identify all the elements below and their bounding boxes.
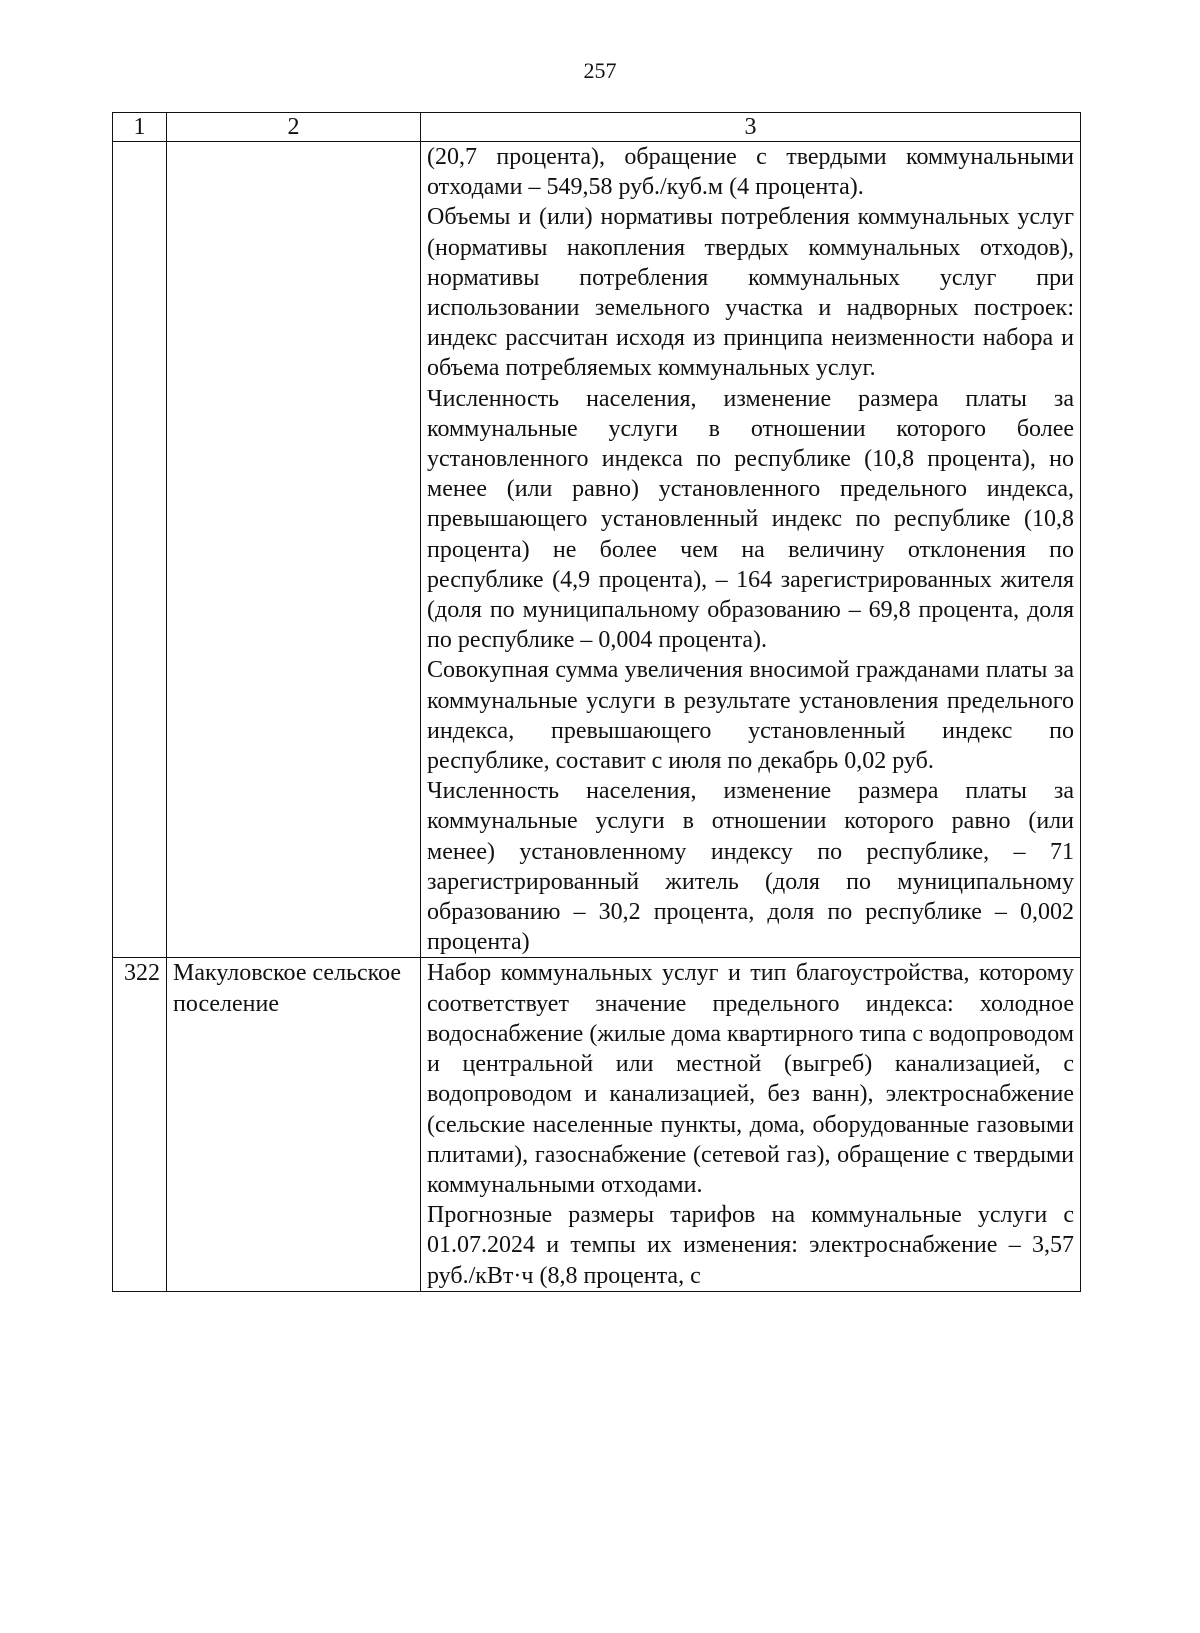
- table-header-row: [113, 113, 1081, 142]
- description-paragraph: Набор коммунальных услуг и тип благоустройства, которому соответствует значение предельного индекса: холодное водоснабжение (жилые дома квартирного типа с водопроводом и центральной или местной (выгреб) канализацией, с водопроводом и канализацией, без ванн), электроснабжение (сельские населенные пункты, дома, оборудованные газовыми плитами), газоснабжение (сетевой газ), обращение с твердыми коммунальными отходами.: [427, 960, 1074, 1198]
- page-number: 257: [583, 58, 617, 83]
- description-paragraph: Численность населения, изменение размера платы за коммунальные услуги в отношении которого равно (или менее) установленному индексу по республике, – 71 зарегистрированный житель (доля по муниципальному образованию – 30,2 процента, доля по республике – 0,002 процента): [427, 778, 1074, 956]
- municipal-index-table: [112, 112, 1081, 1292]
- description-cell: [421, 142, 1081, 958]
- municipality-name: Макуловское сельское поселение: [167, 958, 421, 1291]
- column-header-name: 2: [167, 113, 421, 142]
- table-row: [113, 958, 1081, 1291]
- row-number: [113, 142, 167, 958]
- description-paragraph: Совокупная сумма увеличения вносимой гражданами платы за коммунальные услуги в результате установления предельного индекса, превышающего установленный индекс по республике, составит с июля по декабрь 0,02 руб.: [427, 657, 1074, 775]
- column-header-number: 1: [113, 113, 167, 142]
- table-row: [113, 142, 1081, 958]
- row-number: 322: [113, 958, 167, 1291]
- description-paragraph: Объемы и (или) нормативы потребления коммунальных услуг (нормативы накопления твердых коммунальных отходов), нормативы потребления коммунальных услуг при использовании земельного участка и надворных построек: индекс рассчитан исходя из принципа неизменности набора и объема потребляемых коммунальных услуг.: [427, 204, 1074, 382]
- description-paragraph: Численность населения, изменение размера платы за коммунальные услуги в отношении которого более установленного индекса по республике (10,8 процента), но менее (или равно) установленного предельного индекса, превышающего установленный индекс по республике (10,8 процента) не более чем на величину отклонения по республике (4,9 процента), – 164 зарегистрированных жителя (доля по муниципальному образованию – 69,8 процента, доля по республике – 0,004 процента).: [427, 385, 1074, 654]
- description-cell: [421, 958, 1081, 1291]
- column-header-description: 3: [421, 113, 1081, 142]
- municipality-name: [167, 142, 421, 958]
- description-paragraph: Прогнозные размеры тарифов на коммунальные услуги с 01.07.2024 и темпы их изменения: электроснабжение – 3,57 руб./кВт·ч (8,8 процента, с: [427, 1202, 1074, 1289]
- description-paragraph: (20,7 процента), обращение с твердыми коммунальными отходами – 549,58 руб./куб.м (4 процента).: [427, 144, 1074, 201]
